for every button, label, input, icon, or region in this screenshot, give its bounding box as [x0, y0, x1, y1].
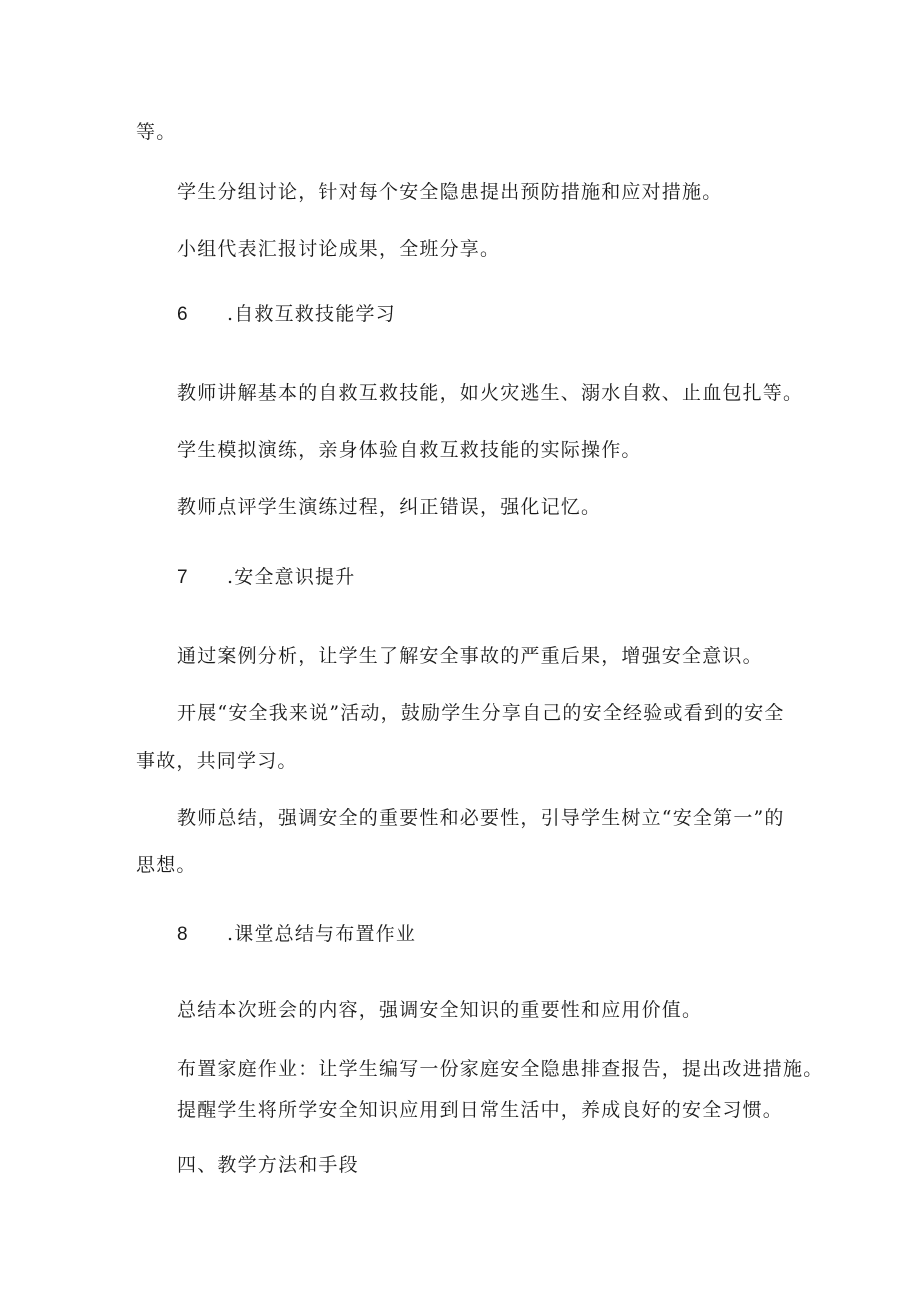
paragraph-line: 开展“安全我来说”活动，鼓励学生分享自己的安全经验或看到的安全 [177, 702, 785, 724]
section-title: .课堂总结与布置作业 [227, 923, 417, 945]
paragraph-continuation: 等。 [136, 121, 177, 143]
paragraph: 提醒学生将所学安全知识应用到日常生活中，养成良好的安全习惯。 [177, 1099, 784, 1121]
section-heading-8 [177, 922, 416, 947]
section-heading-6 [177, 302, 396, 327]
section-title: .安全意识提升 [227, 566, 356, 588]
paragraph-line: 教师总结，强调安全的重要性和必要性，引导学生树立“安全第一”的 [177, 807, 785, 829]
section-number: 6 [177, 304, 188, 325]
section-heading-7 [177, 565, 355, 590]
paragraph: 通过案例分析，让学生了解安全事故的严重后果，增强安全意识。 [177, 645, 763, 667]
section-number: 8 [177, 924, 188, 945]
paragraph: 布置家庭作业：让学生编写一份家庭安全隐患排查报告，提出改进措施。 [177, 1058, 824, 1080]
paragraph: 教师点评学生演练过程，纠正错误，强化记忆。 [177, 496, 602, 518]
paragraph: 总结本次班会的内容，强调安全知识的重要性和应用价值。 [177, 999, 703, 1021]
paragraph: 学生模拟演练，亲身体验自救互救技能的实际操作。 [177, 439, 642, 461]
section-number: 7 [177, 567, 188, 588]
paragraph-line: 事故，共同学习。 [136, 750, 298, 772]
paragraph: 教师讲解基本的自救互救技能，如火灾逃生、溺水自救、止血包扎等。 [177, 382, 804, 404]
paragraph-line: 思想。 [136, 854, 197, 876]
section-title: .自救互救技能学习 [227, 303, 396, 325]
paragraph: 学生分组讨论，针对每个安全隐患提出预防措施和应对措施。 [177, 181, 723, 203]
paragraph: 小组代表汇报讨论成果，全班分享。 [177, 238, 501, 260]
section-heading-4: 四、教学方法和手段 [177, 1154, 359, 1176]
